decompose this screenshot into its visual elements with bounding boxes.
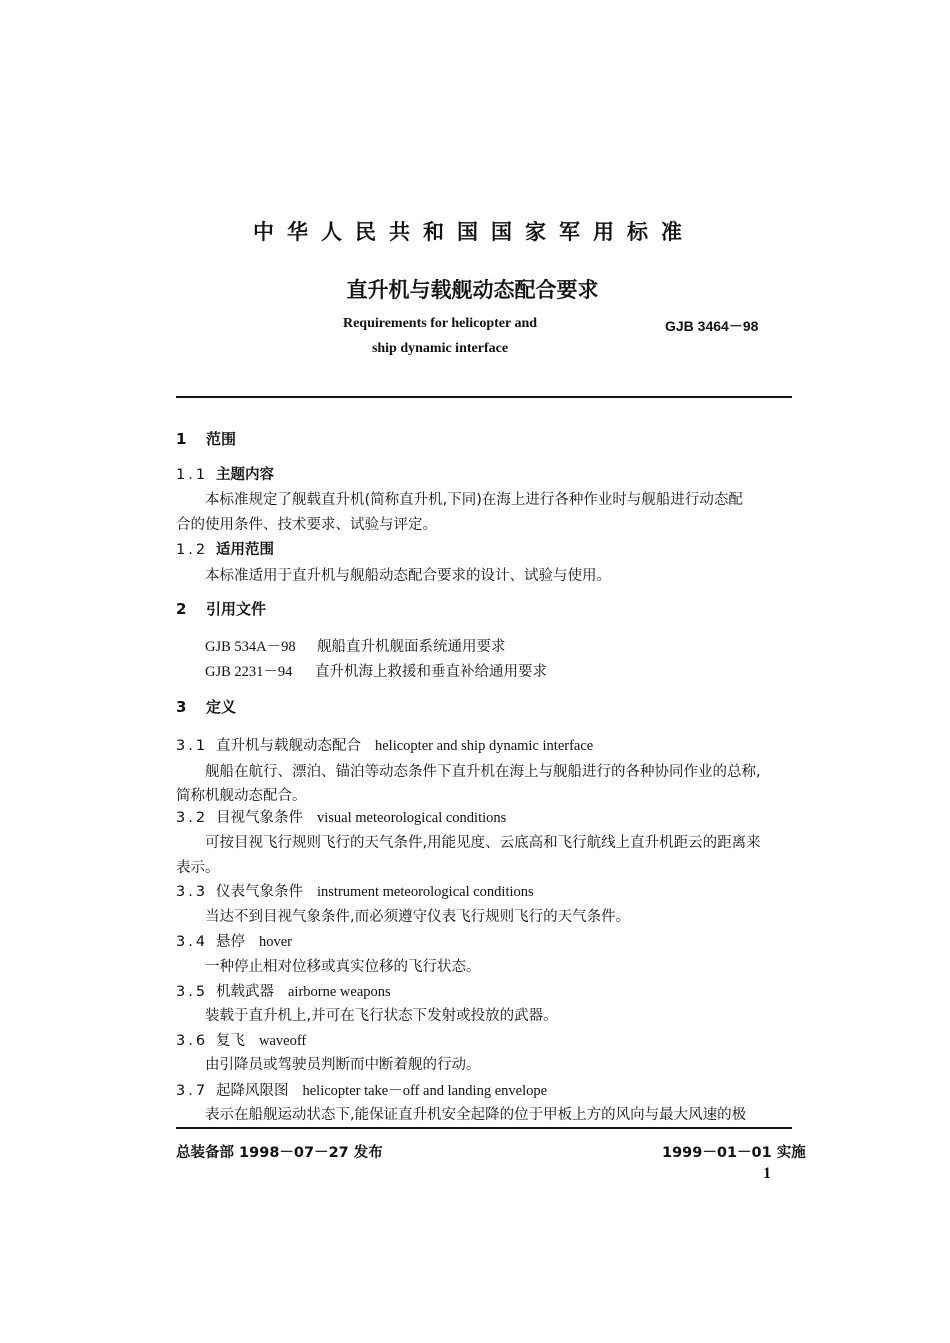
issue-info: 总装备部 1998－07－27 发布 <box>176 1145 383 1161</box>
section-1-1-title: 主题内容 <box>216 467 274 483</box>
document-title-en-line1: Requirements for helicopter and <box>342 316 538 331</box>
term-number: 3.1 <box>176 738 209 754</box>
header-divider <box>176 396 792 398</box>
term-cn: 复飞 <box>216 1033 245 1049</box>
term-heading <box>176 734 593 755</box>
term-heading <box>176 1079 547 1100</box>
section-2-heading <box>176 598 266 619</box>
section-1-2-title: 适用范围 <box>216 542 274 558</box>
term-cn: 直升机与载舰动态配合 <box>216 738 361 754</box>
document-title-en-line2: ship dynamic interface <box>371 341 509 356</box>
page-number: 1 <box>763 1165 771 1182</box>
term-en: hover <box>259 934 293 950</box>
term-number: 3.4 <box>176 934 209 950</box>
term-heading <box>176 1029 306 1050</box>
section-2-title: 引用文件 <box>206 600 267 618</box>
section-1-1-text-line1: 本标准规定了舰载直升机(简称直升机,下同)在海上进行各种作业时与舰船进行动态配 <box>205 492 743 508</box>
term-number: 3.3 <box>176 884 209 900</box>
term-definition-line1: 舰船在航行、漂泊、锚泊等动态条件下直升机在海上与舰船进行的各种协同作业的总称, <box>205 764 761 780</box>
section-1-1-heading <box>176 463 274 484</box>
term-en: instrument meteorological conditions <box>317 884 534 900</box>
standard-code: GJB 3464－98 <box>665 318 759 334</box>
section-2-number: 2 <box>176 600 187 618</box>
section-1-title: 范围 <box>206 430 237 448</box>
reference-title: 舰船直升机舰面系统通用要求 <box>317 639 506 655</box>
national-standard-heading: 中华人民共和国国家军用标准 <box>253 220 695 244</box>
section-1-2-number: 1.2 <box>176 542 209 558</box>
term-heading <box>176 880 534 901</box>
section-3-title: 定义 <box>206 698 237 716</box>
reference-title: 直升机海上救援和垂直补给通用要求 <box>315 664 547 680</box>
section-1-2-text: 本标准适用于直升机与舰船动态配合要求的设计、试验与使用。 <box>205 568 611 584</box>
term-cn: 悬停 <box>216 934 245 950</box>
term-definition-line1: 装载于直升机上,并可在飞行状态下发射或投放的武器。 <box>205 1008 558 1024</box>
term-en: helicopter and ship dynamic interface <box>375 738 594 754</box>
term-definition-line2: 简称机舰动态配合。 <box>176 788 307 804</box>
term-number: 3.7 <box>176 1083 209 1099</box>
term-definition-line1: 一种停止相对位移或真实位移的飞行状态。 <box>205 959 481 975</box>
term-heading <box>176 806 506 827</box>
footer-divider <box>176 1127 792 1129</box>
term-en: helicopter take－off and landing envelope <box>302 1083 548 1099</box>
section-1-1-text-line2: 合的使用条件、技术要求、试验与评定。 <box>176 517 437 533</box>
section-1-number: 1 <box>176 430 187 448</box>
document-title-cn: 直升机与载舰动态配合要求 <box>346 278 599 302</box>
term-en: visual meteorological conditions <box>317 810 507 826</box>
section-1-2-heading <box>176 538 274 559</box>
term-cn: 目视气象条件 <box>216 810 303 826</box>
reference-code: GJB 2231－94 <box>205 664 293 680</box>
term-cn: 起降风限图 <box>216 1083 289 1099</box>
term-en: airborne weapons <box>288 984 391 1000</box>
reference-code: GJB 534A－98 <box>205 639 296 655</box>
term-definition-line1: 当达不到目视气象条件,而必须遵守仪表飞行规则飞行的天气条件。 <box>205 909 631 925</box>
term-definition-line1: 表示在船舰运动状态下,能保证直升机安全起降的位于甲板上方的风向与最大风速的极 <box>205 1107 747 1123</box>
term-definition-line1: 可按目视飞行规则飞行的天气条件,用能见度、云底高和飞行航线上直升机距云的距离来 <box>205 835 761 851</box>
reference-item <box>205 635 506 656</box>
effective-date: 1999－01－01 实施 <box>662 1145 806 1161</box>
section-1-heading <box>176 428 236 449</box>
reference-item <box>205 660 547 681</box>
term-heading <box>176 930 292 951</box>
term-number: 3.6 <box>176 1033 209 1049</box>
term-heading <box>176 980 391 1001</box>
term-definition-line2: 表示。 <box>176 860 220 876</box>
term-en: waveoff <box>259 1033 307 1049</box>
section-3-number: 3 <box>176 698 187 716</box>
term-cn: 机载武器 <box>216 984 274 1000</box>
section-3-heading <box>176 696 236 717</box>
term-number: 3.5 <box>176 984 209 1000</box>
term-cn: 仪表气象条件 <box>216 884 303 900</box>
term-definition-line1: 由引降员或驾驶员判断而中断着舰的行动。 <box>205 1057 481 1073</box>
term-number: 3.2 <box>176 810 209 826</box>
section-1-1-number: 1.1 <box>176 467 209 483</box>
